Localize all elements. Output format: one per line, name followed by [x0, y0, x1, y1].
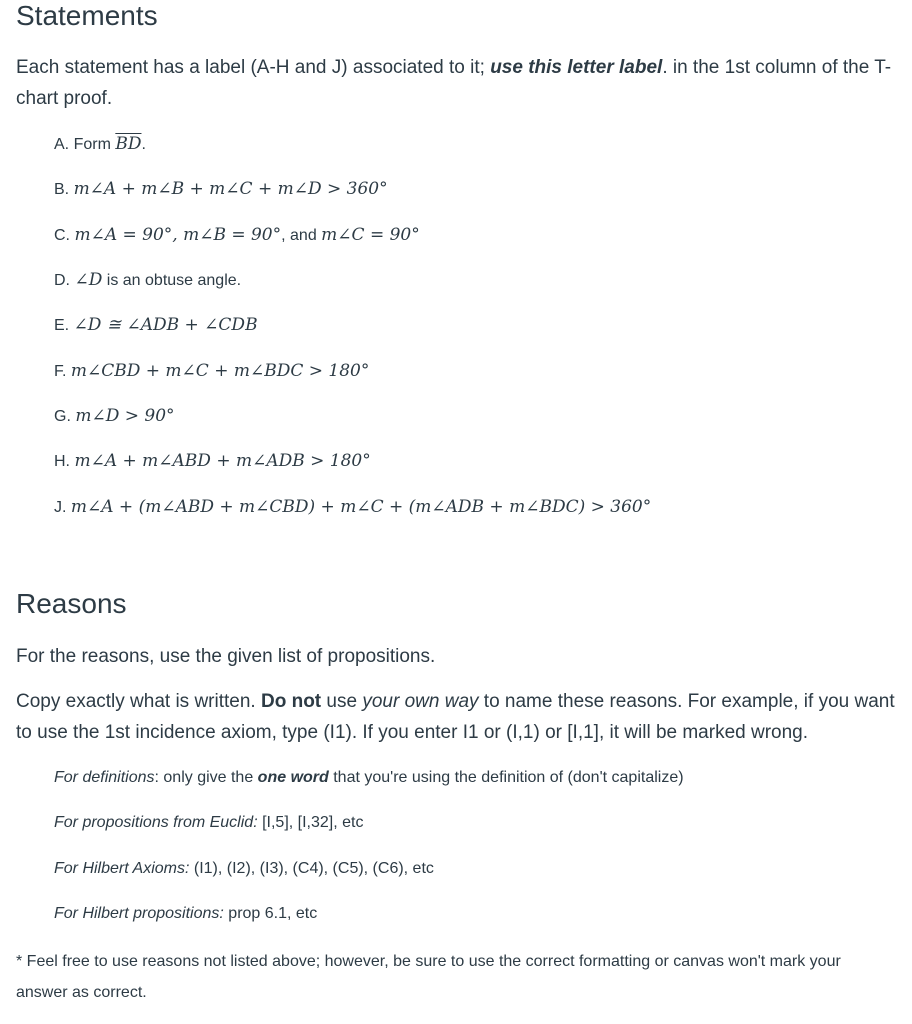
note-text: that you're using the definition of (don't capitalize)	[328, 769, 684, 786]
instructions-text: use	[321, 691, 363, 712]
statement-h	[54, 450, 371, 473]
hilbert-axioms-note	[54, 858, 434, 880]
statement-math: m∠A + m∠ABD + m∠ADB > 180°	[74, 451, 371, 471]
statement-math: m∠D > 90°	[75, 406, 175, 426]
note-text: : only give the	[154, 769, 258, 786]
statement-f	[54, 360, 369, 383]
statement-math: m∠A = 90°, m∠B = 90°	[74, 225, 282, 245]
note-text: prop 6.1, etc	[223, 905, 318, 922]
note-label: For Hilbert propositions:	[54, 905, 224, 922]
statement-math: ∠D ≅ ∠ADB + ∠CDB	[73, 315, 258, 335]
note-text: [I,5], [I,32], etc	[257, 814, 364, 831]
statements-intro	[16, 52, 906, 114]
note-emphasis: one word	[257, 769, 329, 786]
statement-text: is an obtuse angle.	[102, 272, 242, 289]
instructions-bold: Do not	[260, 691, 322, 712]
statement-c	[54, 224, 420, 247]
statement-math: m∠A + (m∠ABD + m∠CBD) + m∠C + (m∠ADB + m∠BDC) > 360°	[70, 497, 652, 517]
statement-g	[54, 405, 175, 428]
statement-label: E.	[54, 317, 74, 334]
statement-j	[54, 496, 651, 519]
statement-math: $\overline{BD}$	[115, 134, 142, 154]
statement-label: F.	[54, 363, 71, 380]
statement-label: H.	[54, 453, 75, 470]
reasons-heading: Reasons	[16, 588, 127, 619]
statement-label: C.	[54, 227, 75, 244]
hilbert-propositions-note	[54, 903, 317, 925]
note-label: For propositions from Euclid:	[54, 814, 258, 831]
statement-math: ∠D	[74, 270, 103, 290]
statement-label: A.	[54, 136, 74, 153]
reasons-instructions	[16, 686, 906, 748]
statement-text: .	[141, 136, 146, 153]
footnote: * Feel free to use reasons not listed above; however, be sure to use the correct formatting or canvas won't mark your answer as correct.	[16, 953, 841, 1001]
statement-text: , and	[281, 227, 322, 244]
statement-a	[54, 133, 146, 156]
note-text: (I1), (I2), (I3), (C4), (C5), (C6), etc	[189, 860, 434, 877]
statement-b	[54, 178, 388, 201]
note-label: For Hilbert Axioms:	[54, 860, 190, 877]
statement-label: G.	[54, 408, 76, 425]
definitions-note	[54, 767, 684, 789]
instructions-text: to name these reasons. For example, if you want to use the 1st incidence axiom, type (I1). If you enter I1 or (I,1) or [I,1], it will be marked wrong.	[16, 691, 895, 743]
intro-text-2: . in the 1st column of the T-chart proof.	[16, 57, 892, 109]
statement-label: D.	[54, 272, 75, 289]
instructions-emphasis: your own way	[362, 691, 479, 712]
statement-math: m∠CBD + m∠C + m∠BDC > 180°	[70, 361, 370, 381]
statement-text: Form	[73, 136, 116, 153]
statement-label: J.	[54, 499, 71, 516]
instructions-text: Copy exactly what is written.	[16, 691, 261, 712]
intro-text-1: Each statement has a label (A-H and J) associated to it;	[16, 57, 491, 78]
reasons-intro: For the reasons, use the given list of propositions.	[16, 646, 436, 667]
statement-math: m∠C = 90°	[321, 225, 420, 245]
statement-d	[54, 269, 241, 292]
statement-math: m∠A + m∠B + m∠C + m∠D > 360°	[73, 179, 388, 199]
euclid-note	[54, 812, 363, 834]
statements-heading: Statements	[16, 0, 158, 31]
statement-e	[54, 314, 258, 337]
note-label: For definitions	[54, 769, 155, 786]
intro-emphasis: use this letter label	[490, 57, 663, 78]
statement-label: B.	[54, 181, 74, 198]
